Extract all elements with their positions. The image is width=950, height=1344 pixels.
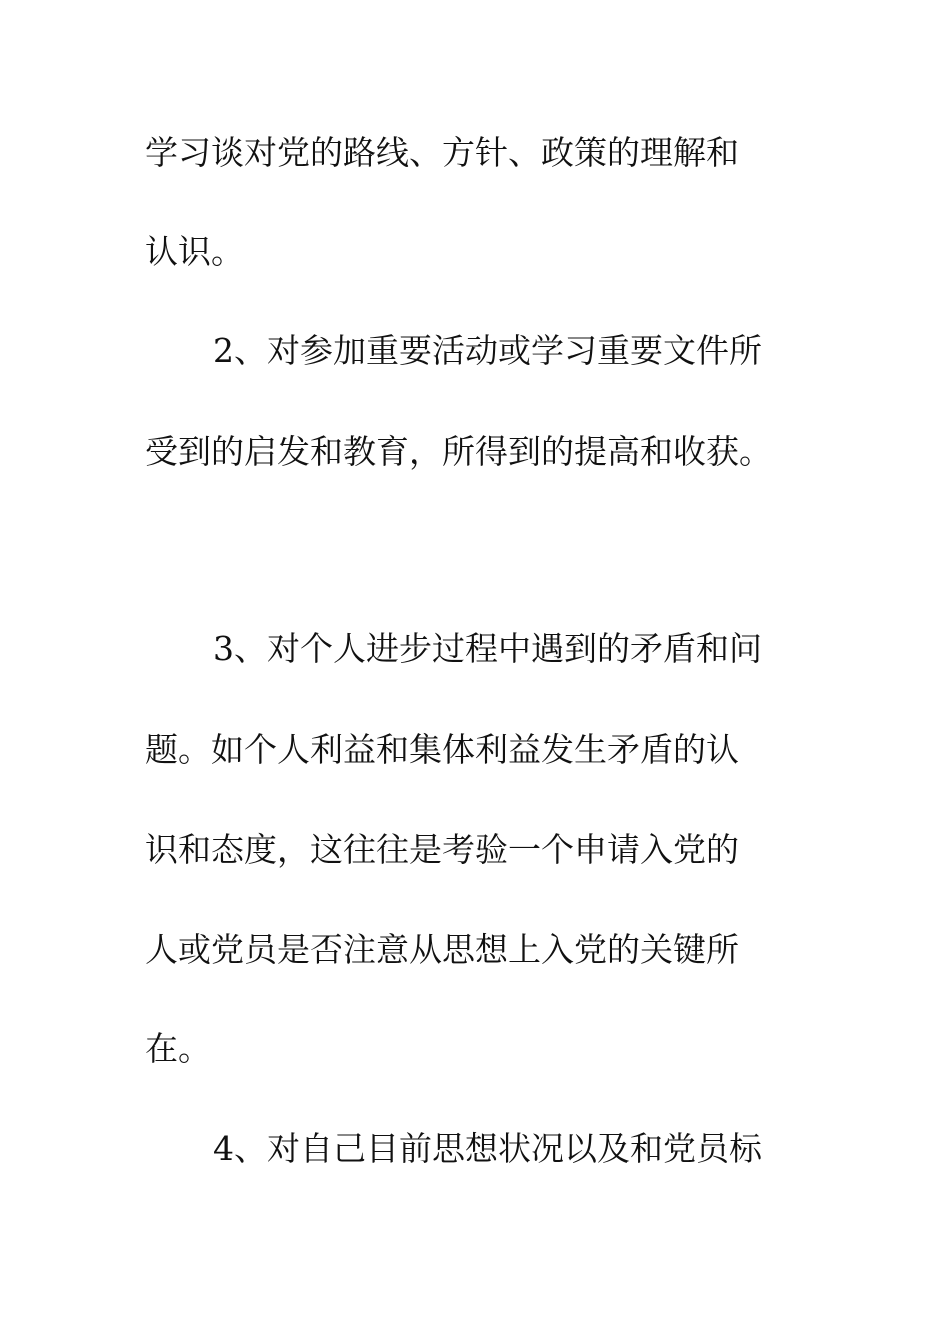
text-line-7: 识和态度，这往往是考验一个申请入党的 — [145, 830, 739, 869]
text-line-5: 3、对个人进步过程中遇到的矛盾和问 — [213, 629, 762, 668]
text-line-4: 受到的启发和教育，所得到的提高和收获。 — [145, 432, 772, 471]
text-line-8: 人或党员是否注意从思想上入党的关键所 — [145, 930, 739, 969]
text-line-6: 题。如个人利益和集体利益发生矛盾的认 — [145, 730, 739, 769]
text-line-1: 学习谈对党的路线、方针、政策的理解和 — [145, 133, 739, 172]
text-line-3: 2、对参加重要活动或学习重要文件所 — [213, 331, 762, 370]
text-line-2: 认识。 — [145, 232, 244, 271]
text-line-9: 在。 — [145, 1029, 211, 1068]
text-line-10: 4、对自己目前思想状况以及和党员标 — [213, 1129, 762, 1168]
